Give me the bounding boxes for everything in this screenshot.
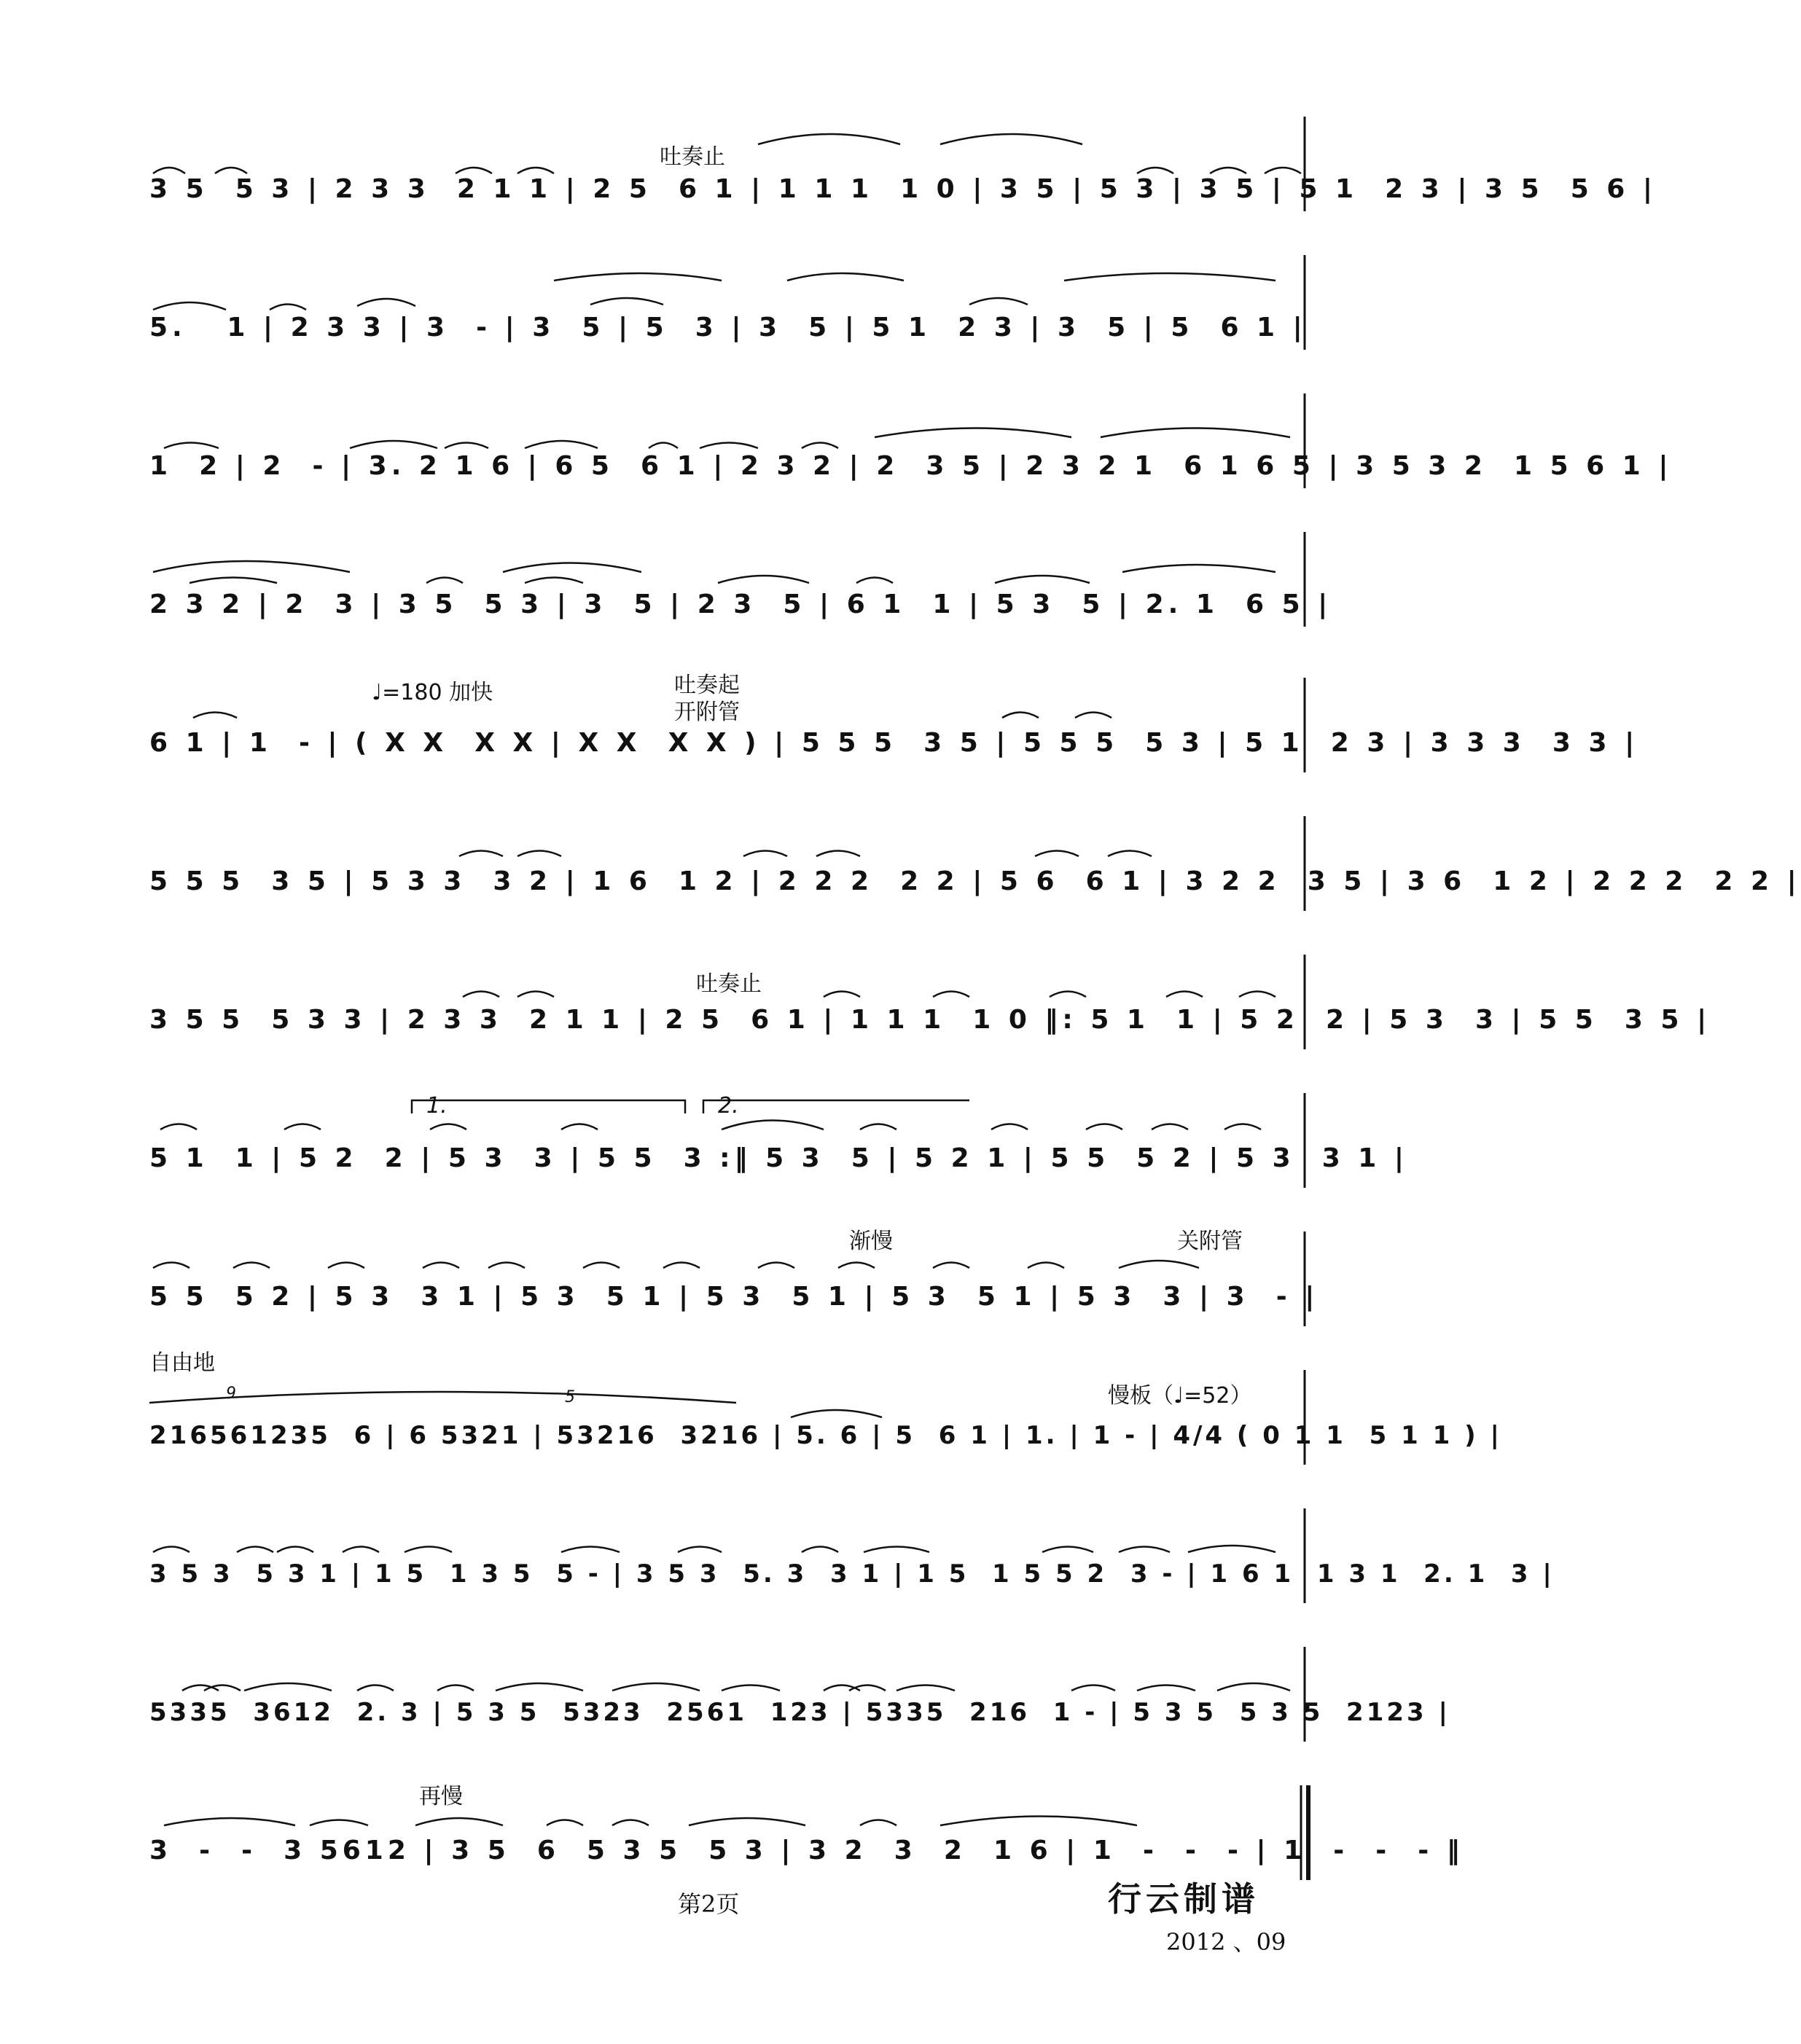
tempo-mark: 再慢 bbox=[419, 1784, 463, 1809]
notation-line: 3 5 5 5 3 3 | 2 3 3 2 1 1 | 2 5 6 1 | 1 1 1 1 0 ‖: 5 1 1 | 5 2 2 | 5 3 3 | 5 5 3 5 | bbox=[149, 1005, 1711, 1035]
tempo-mark: 渐慢 bbox=[849, 1229, 893, 1254]
volta-1-label: 1. bbox=[426, 1093, 448, 1119]
tuplet-number: 5 bbox=[565, 1388, 575, 1406]
notation-line: 6 1 | 1 - | ( X X X X | X X X X ) | 5 5 5 3 5 | 5 5 5 5 3 | 5 1 2 3 | 3 3 3 3 3 | bbox=[149, 728, 1639, 758]
score-system-9 bbox=[149, 1202, 1319, 1341]
performance-mark: 关附管 bbox=[1177, 1229, 1243, 1254]
performance-mark: 吐奏起 bbox=[674, 673, 740, 698]
score-system-2 bbox=[149, 233, 1316, 372]
notation-line: 3 - - 3 5612 | 3 5 6 5 3 5 5 3 | 3 2 3 2 1 6 | 1 - - - | 1 - - - ‖ bbox=[149, 1836, 1464, 1865]
notation-line: 216561235 6 | 6 5321 | 53216 3216 | 5. 6 | 5 6 1 | 1. | 1 - | 4/4 ( 0 1 1 5 1 1 ) | bbox=[149, 1421, 1502, 1450]
score-system-6 bbox=[149, 787, 1801, 925]
score-date: 2012 、09 bbox=[1166, 1928, 1286, 1956]
tempo-mark: 自由地 bbox=[149, 1350, 215, 1376]
score-system-3 bbox=[149, 372, 1673, 510]
score-system-11 bbox=[149, 1479, 1555, 1618]
notation-line: 5. 1 | 2 3 3 | 3 - | 3 5 | 5 3 | 3 5 | 5 1 2 3 | 3 5 | 5 6 1 | bbox=[149, 313, 1307, 342]
notation-line: 1 2 | 2 - | 3. 2 1 6 | 6 5 6 1 | 2 3 2 | 2 3 5 | 2 3 2 1 6 1 6 5 | 3 5 3 2 1 5 6 1 | bbox=[149, 451, 1673, 481]
score-system-5 bbox=[149, 649, 1639, 787]
score-system-7 bbox=[149, 925, 1711, 1064]
tempo-mark: 慢板（♩=52） bbox=[1108, 1383, 1252, 1409]
tempo-mark: ♩=180 加快 bbox=[372, 680, 493, 705]
score-system-8 bbox=[149, 1064, 1409, 1202]
performance-mark: 吐奏止 bbox=[696, 971, 762, 997]
score-system-4 bbox=[149, 510, 1332, 649]
score-system-10 bbox=[149, 1341, 1502, 1479]
performance-mark: 吐奏止 bbox=[660, 144, 725, 170]
notation-line: 5335 3612 2. 3 | 5 3 5 5323 2561 123 | 5335 216 1 - | 5 3 5 5 3 5 2123 | bbox=[149, 1698, 1450, 1727]
notation-line: 3 5 5 3 | 2 3 3 2 1 1 | 2 5 6 1 | 1 1 1 1 0 | 3 5 | 5 3 | 3 5 | 5 1 2 3 | 3 5 5 6 | bbox=[149, 174, 1657, 204]
notation-line: 3 5 3 5 3 1 | 1 5 1 3 5 5 - | 3 5 3 5. 3 3 1 | 1 5 1 5 5 2 3 - | 1 6 1 1 3 1 2. 1 3 | bbox=[149, 1559, 1555, 1589]
notation-line: 2 3 2 | 2 3 | 3 5 5 3 | 3 5 | 2 3 5 | 6 1 1 | 5 3 5 | 2. 1 6 5 | bbox=[149, 590, 1332, 619]
notation-line: 5 5 5 3 5 | 5 3 3 3 2 | 1 6 1 2 | 2 2 2 2 2 | 5 6 6 1 | 3 2 2 3 5 | 3 6 1 2 | 2 2 2 2 2 | bbox=[149, 866, 1801, 896]
score-maker-credit: 行云制谱 bbox=[1108, 1879, 1259, 1919]
tuplet-number: 9 bbox=[226, 1385, 236, 1403]
page-number: 第2页 bbox=[678, 1890, 740, 1918]
performance-mark: 开附管 bbox=[674, 700, 740, 725]
notation-line: 5 5 5 2 | 5 3 3 1 | 5 3 5 1 | 5 3 5 1 | 5 3 5 1 | 5 3 3 | 3 - | bbox=[149, 1282, 1319, 1312]
score-system-12 bbox=[149, 1618, 1450, 1756]
notation-line: 5 1 1 | 5 2 2 | 5 3 3 | 5 5 3 :‖ 5 3 5 | 5 2 1 | 5 5 5 2 | 5 3 3 1 | bbox=[149, 1143, 1409, 1173]
score-system-1 bbox=[149, 95, 1657, 233]
volta-2-label: 2. bbox=[718, 1093, 739, 1119]
